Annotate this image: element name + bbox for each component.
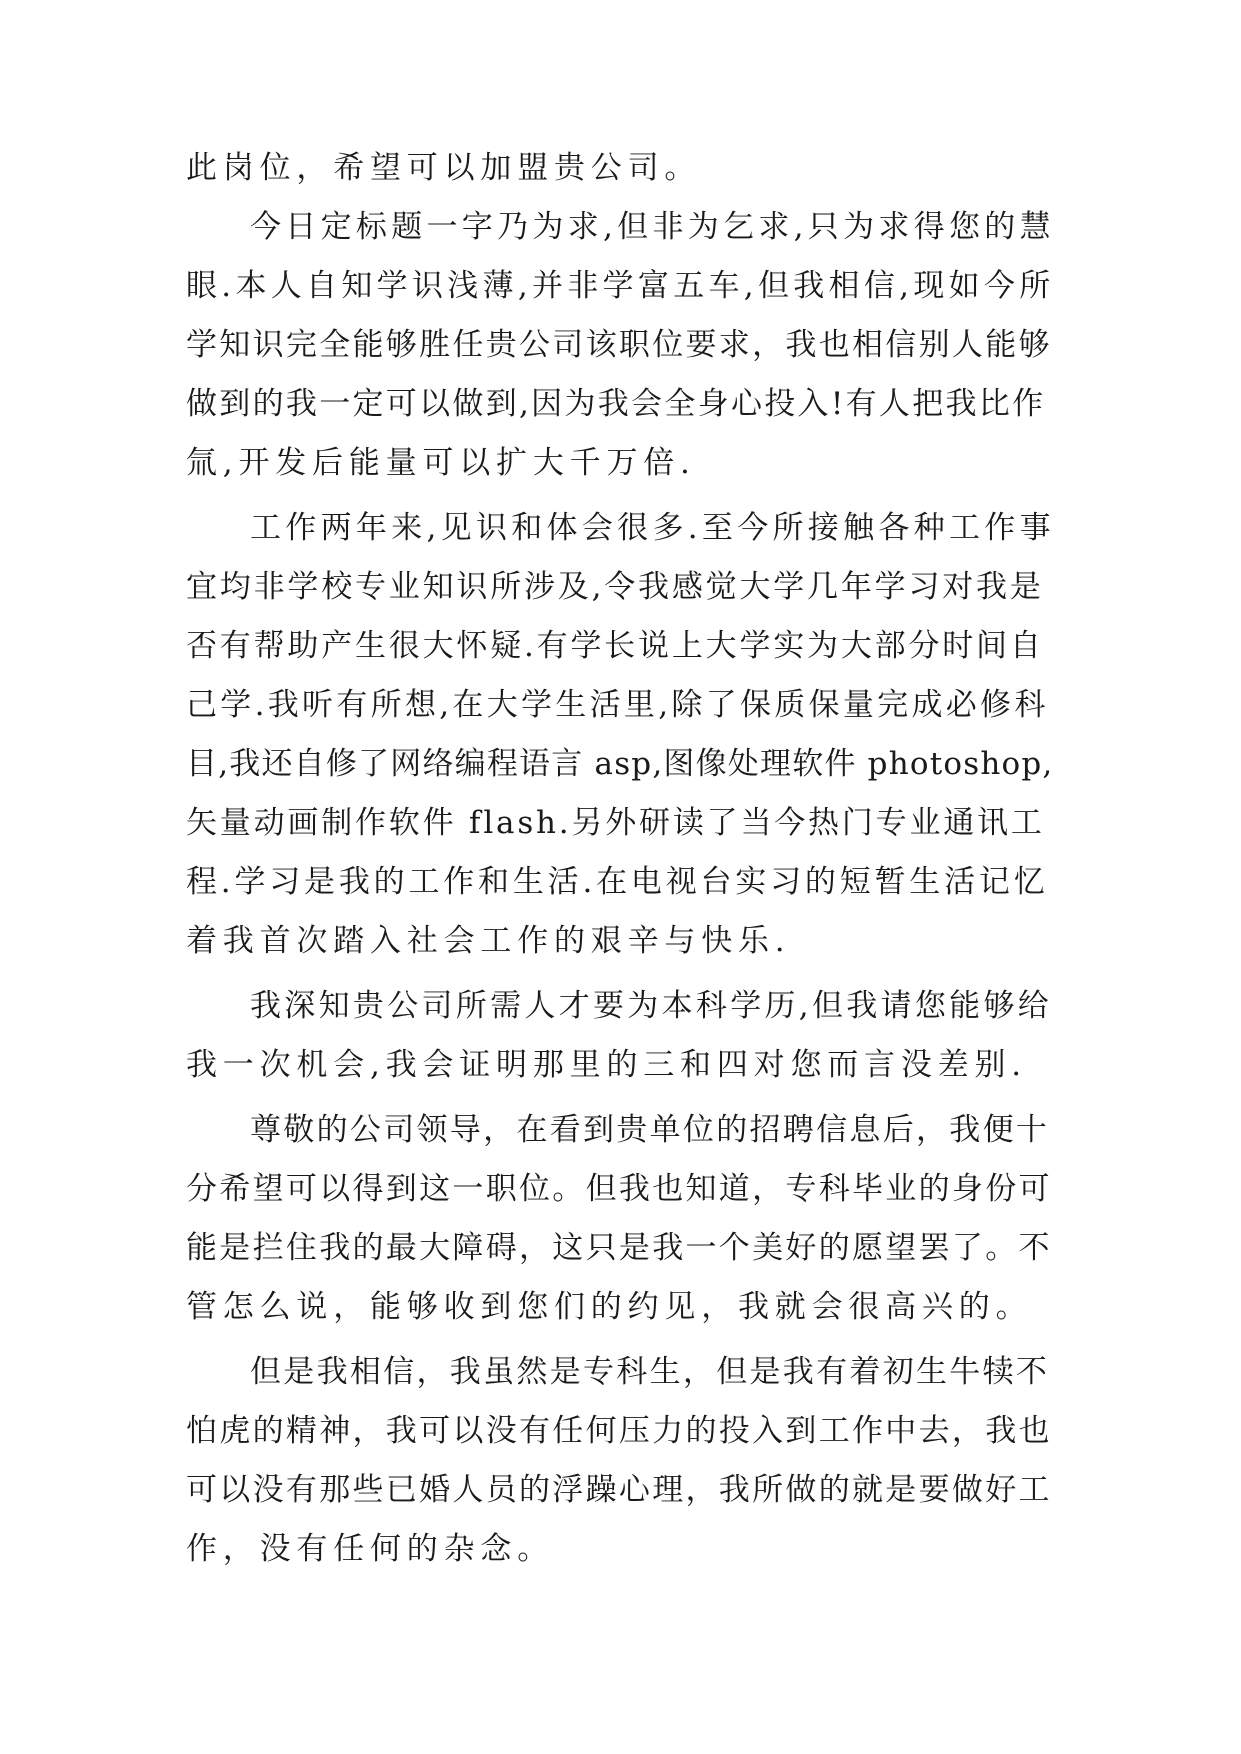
text-line: 学知识完全能够胜任贵公司该职位要求，我也相信别人能够 bbox=[186, 327, 1052, 363]
text-line: 目,我还自修了网络编程语言 asp,图像处理软件 photoshop, bbox=[186, 746, 1054, 782]
text-line: 可以没有那些已婚人员的浮躁心理，我所做的就是要做好工 bbox=[186, 1472, 1052, 1508]
text-line: 工作两年来,见识和体会很多.至今所接触各种工作事 bbox=[250, 510, 1055, 546]
text-line: 作，没有任何的杂念。 bbox=[186, 1531, 554, 1567]
text-line: 能是拦住我的最大障碍，这只是我一个美好的愿望罢了。不 bbox=[186, 1230, 1052, 1266]
text-line: 怕虎的精神，我可以没有任何压力的投入到工作中去，我也 bbox=[186, 1413, 1052, 1449]
text-line: 管怎么说，能够收到您们的约见，我就会很高兴的。 bbox=[186, 1289, 1033, 1325]
text-line: 氚,开发后能量可以扩大千万倍. bbox=[186, 445, 696, 481]
text-line: 尊敬的公司领导，在看到贵单位的招聘信息后，我便十 bbox=[250, 1112, 1050, 1148]
text-line: 分希望可以得到这一职位。但我也知道，专科毕业的身份可 bbox=[186, 1171, 1052, 1207]
text-line: 但是我相信，我虽然是专科生，但是我有着初生牛犊不 bbox=[250, 1354, 1050, 1390]
text-line: 做到的我一定可以做到,因为我会全身心投入!有人把我比作 bbox=[186, 386, 1046, 422]
text-line: 我一次机会,我会证明那里的三和四对您而言没差别. bbox=[186, 1047, 1027, 1083]
text-line: 程.学习是我的工作和生活.在电视台实习的短暂生活记忆 bbox=[186, 864, 1049, 900]
text-line: 己学.我听有所想,在大学生活里,除了保质保量完成必修科 bbox=[186, 687, 1049, 723]
text-line: 宜均非学校专业知识所涉及,令我感觉大学几年学习对我是 bbox=[186, 569, 1044, 605]
text-line: 此岗位，希望可以加盟贵公司。 bbox=[186, 150, 702, 186]
text-line: 着我首次踏入社会工作的艰辛与快乐. bbox=[186, 923, 791, 959]
text-line: 我深知贵公司所需人才要为本科学历,但我请您能够给 bbox=[250, 988, 1053, 1024]
text-line: 否有帮助产生很大怀疑.有学长说上大学实为大部分时间自 bbox=[186, 628, 1044, 664]
text-line: 眼.本人自知学识浅薄,并非学富五车,但我相信,现如今所 bbox=[186, 268, 1055, 304]
text-line: 今日定标题一字乃为求,但非为乞求,只为求得您的慧 bbox=[250, 209, 1055, 245]
text-line: 矢量动画制作软件 flash.另外研读了当今热门专业通讯工 bbox=[186, 805, 1045, 841]
